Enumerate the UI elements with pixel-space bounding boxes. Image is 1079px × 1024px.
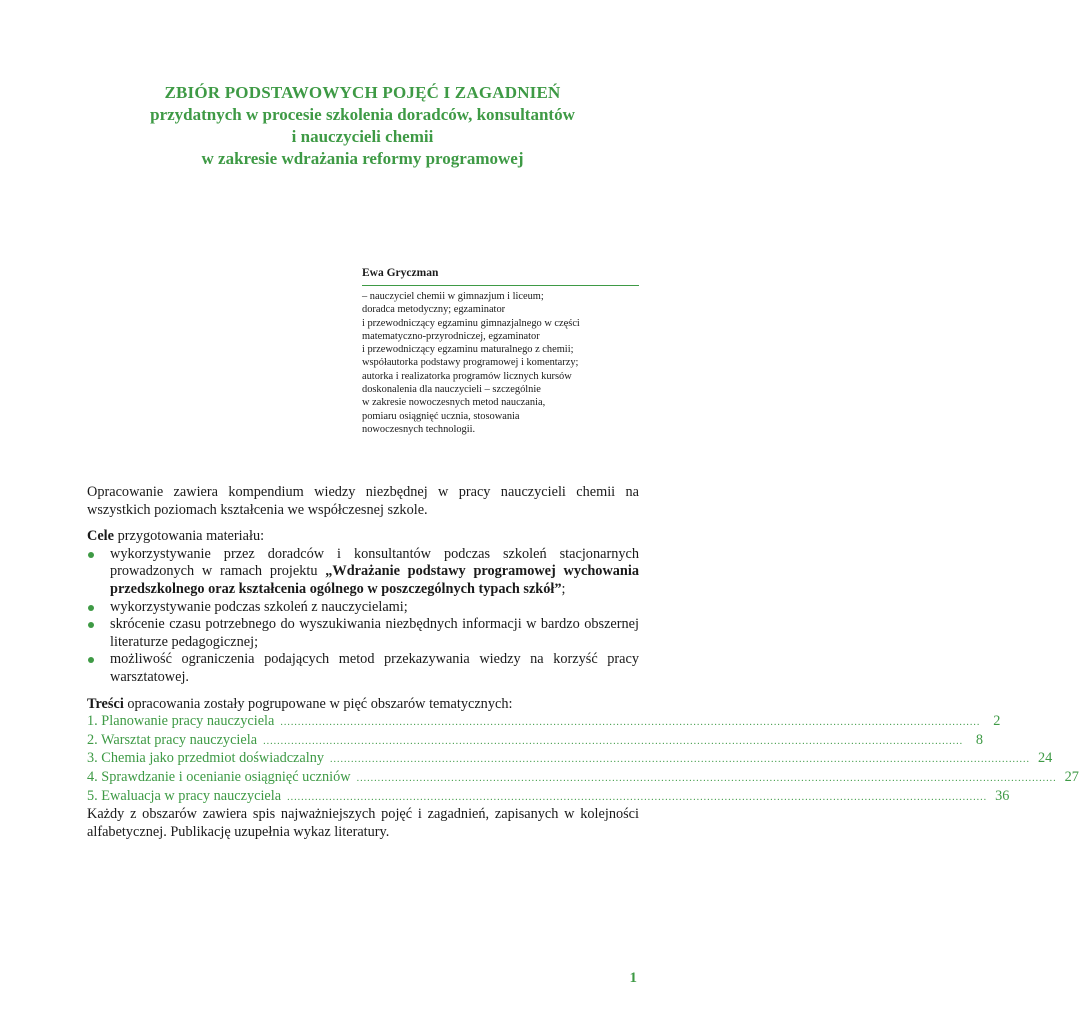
author-bio-line: i przewodniczący egzaminu maturalnego z chemii; bbox=[362, 344, 574, 356]
author-bio-line: matematyczno-przyrodniczej, egzaminator bbox=[362, 330, 540, 342]
table-of-contents bbox=[87, 713, 1079, 806]
toc-entry[interactable] bbox=[87, 713, 1001, 732]
toc-entry-page: 2 bbox=[993, 713, 1001, 730]
toc-entry[interactable] bbox=[87, 787, 1010, 807]
toc-leader-dots: ........................................................................................................................................................................................................ bbox=[356, 772, 1057, 784]
title-line-2: przydatnych w procesie szkolenia doradców, konsultantów bbox=[150, 105, 575, 124]
author-bio-line: pomiaru osiągnięć ucznia, stosowania bbox=[362, 410, 520, 422]
list-item bbox=[87, 651, 639, 686]
author-bio bbox=[362, 290, 639, 436]
author-divider bbox=[362, 285, 639, 286]
bullet-icon bbox=[88, 657, 94, 663]
goal-1-end: ; bbox=[561, 580, 566, 597]
author-bio-line: współautorka podstawy programowej i komentarzy; bbox=[362, 357, 579, 369]
author-bio-line: doradca metodyczny; egzaminator bbox=[362, 304, 506, 316]
toc-leader-dots: ........................................................................................................................................................................................................ bbox=[263, 735, 964, 747]
toc-entry-label: 5. Ewaluacja w pracy nauczyciela bbox=[87, 787, 282, 804]
goal-4-text: możliwość ograniczenia podających metod przekazywania wiedzy na korzyść pracy warsztatowej. bbox=[110, 651, 639, 685]
toc-leader-dots: ........................................................................................................................................................................................................ bbox=[287, 791, 988, 803]
page-number: 1 bbox=[629, 970, 637, 986]
document-title bbox=[60, 82, 665, 170]
list-item bbox=[87, 599, 639, 617]
bullet-icon bbox=[88, 605, 94, 611]
main-content bbox=[87, 484, 1079, 841]
closing-paragraph: Każdy z obszarów zawiera spis najważniejszych pojęć i zagadnień, zapisanych w kolejności alfabetycznej. Publikację uzupełnia wykaz literatury. bbox=[87, 806, 639, 840]
author-name: Ewa Gryczman bbox=[362, 267, 439, 279]
author-info bbox=[362, 266, 639, 436]
goals-list bbox=[87, 546, 639, 687]
author-bio-line: nowoczesnych technologii. bbox=[362, 423, 476, 435]
title-line-1: ZBIÓR PODSTAWOWYCH POJĘĆ I ZAGADNIEŃ bbox=[164, 83, 561, 102]
contents-heading bbox=[87, 696, 639, 714]
list-item bbox=[87, 546, 639, 599]
author-bio-line: autorka i realizatorka programów licznych kursów bbox=[362, 370, 572, 382]
author-bio-line: – nauczyciel chemii w gimnazjum i liceum; bbox=[362, 291, 544, 302]
author-bio-line: doskonalenia dla nauczycieli – szczególnie bbox=[362, 384, 541, 396]
project-name: „Wdrażanie podstawy programowej wychowania przedszkolnego oraz kształcenia ogólnego w poszczególnych typach szkół” bbox=[110, 563, 639, 597]
toc-entry[interactable] bbox=[87, 750, 1053, 769]
toc-entry-label: 3. Chemia jako przedmiot doświadczalny bbox=[87, 750, 325, 767]
toc-entry[interactable] bbox=[87, 768, 1079, 788]
toc-entry-label: 4. Sprawdzanie i ocenianie osiągnięć uczniów bbox=[87, 768, 351, 785]
contents-label: Treści bbox=[87, 695, 124, 712]
list-item bbox=[87, 616, 639, 651]
toc-entry[interactable] bbox=[87, 731, 984, 751]
title-line-4: w zakresie wdrażania reformy programowej bbox=[201, 149, 524, 168]
bullet-icon bbox=[88, 552, 94, 558]
goal-2-text: wykorzystywanie podczas szkoleń z nauczycielami; bbox=[110, 598, 408, 615]
toc-entry-page: 27 bbox=[1064, 768, 1079, 785]
goals-heading bbox=[87, 528, 639, 546]
toc-entry-page: 8 bbox=[975, 731, 984, 748]
goal-1-text: wykorzystywanie przez doradców i konsultantów podczas szkoleń stacjonarnych prowadzonych w ramach projektu bbox=[110, 545, 639, 580]
intro-paragraph: Opracowanie zawiera kompendium wiedzy niezbędnej w pracy nauczycieli chemii na wszystkich poziomach kształcenia we współczesnej szkole. bbox=[87, 484, 639, 518]
title-line-3: i nauczycieli chemii bbox=[291, 127, 434, 146]
goal-3-text: skrócenie czasu potrzebnego do wyszukiwania niezbędnych informacji w bardzo obszernej literaturze pedagogicznej; bbox=[110, 616, 639, 650]
bullet-icon bbox=[88, 622, 94, 628]
toc-entry-label: 2. Warsztat pracy nauczyciela bbox=[87, 731, 258, 748]
goals-heading-text: przygotowania materiału: bbox=[114, 528, 265, 545]
toc-leader-dots: ........................................................................................................................................................................................................ bbox=[280, 717, 981, 729]
toc-entry-page: 24 bbox=[1038, 750, 1053, 767]
goals-label: Cele bbox=[87, 528, 114, 545]
toc-entry-page: 36 bbox=[995, 787, 1010, 804]
toc-leader-dots: ........................................................................................................................................................................................................ bbox=[330, 754, 1031, 766]
contents-heading-text: opracowania zostały pogrupowane w pięć obszarów tematycznych: bbox=[123, 695, 513, 712]
author-bio-line: i przewodniczący egzaminu gimnazjalnego w części bbox=[362, 317, 580, 329]
author-bio-line: w zakresie nowoczesnych metod nauczania, bbox=[362, 397, 546, 409]
toc-entry-label: 1. Planowanie pracy nauczyciela bbox=[87, 713, 275, 730]
